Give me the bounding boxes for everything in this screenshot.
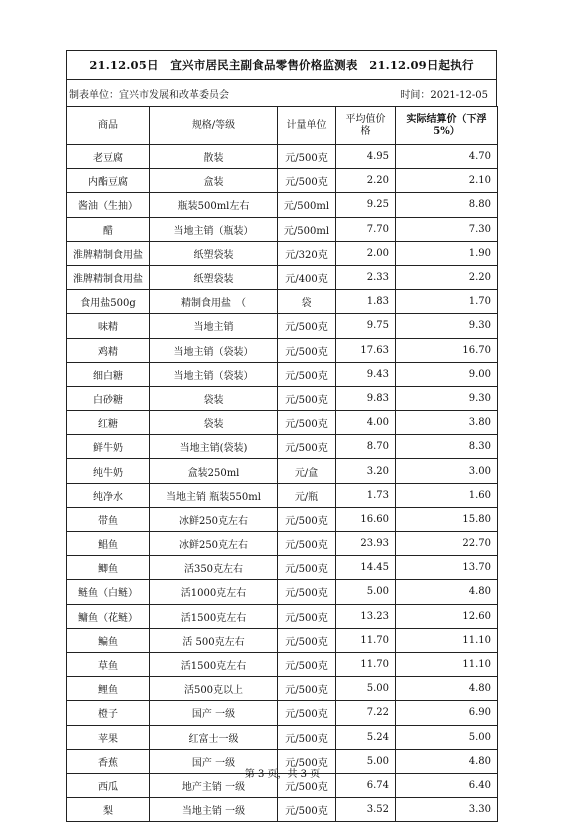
cell-spec: 盒装 [150, 169, 278, 193]
cell-avg: 11.70 [336, 628, 396, 652]
table-row [67, 532, 498, 556]
table-row [67, 459, 498, 483]
cell-avg: 4.95 [336, 145, 396, 169]
cell-name: 橙子 [67, 701, 150, 725]
cell-actual: 22.70 [396, 532, 498, 556]
unit-label: 制表单位：宜兴市发展和改革委员会 [69, 89, 229, 101]
table-row [67, 652, 498, 676]
cell-unit: 元/500克 [278, 169, 336, 193]
table-row [67, 338, 498, 362]
table-row [67, 507, 498, 531]
cell-name: 鳊鱼 [67, 628, 150, 652]
table-row [67, 217, 498, 241]
cell-unit: 元/500克 [278, 701, 336, 725]
cell-actual: 16.70 [396, 338, 498, 362]
cell-spec: 当地主销 瓶装550ml [150, 483, 278, 507]
table-row [67, 145, 498, 169]
cell-name: 鲫鱼 [67, 556, 150, 580]
cell-spec: 纸塑袋装 [150, 241, 278, 265]
table-row [67, 386, 498, 410]
table-row [67, 241, 498, 265]
cell-spec: 纸塑袋装 [150, 265, 278, 289]
cell-avg: 2.33 [336, 265, 396, 289]
col-header-unit: 计量单位 [278, 107, 336, 145]
cell-actual: 6.90 [396, 701, 498, 725]
table-row [67, 411, 498, 435]
cell-name: 鲜牛奶 [67, 435, 150, 459]
cell-name: 纯净水 [67, 483, 150, 507]
cell-spec: 活1000克左右 [150, 580, 278, 604]
cell-unit: 元/瓶 [278, 483, 336, 507]
page-footer: 第 3 页，共 3 页 [244, 769, 321, 780]
cell-spec: 国产 一级 [150, 701, 278, 725]
cell-unit: 元/500克 [278, 435, 336, 459]
cell-spec: 当地主销(袋装) [150, 435, 278, 459]
cell-actual: 9.00 [396, 362, 498, 386]
cell-name: 醋 [67, 217, 150, 241]
cell-unit: 元/400克 [278, 265, 336, 289]
cell-spec: 当地主销（袋装） [150, 362, 278, 386]
cell-spec: 红富士一级 [150, 725, 278, 749]
cell-avg: 7.22 [336, 701, 396, 725]
cell-unit: 元/500克 [278, 532, 336, 556]
cell-name: 带鱼 [67, 507, 150, 531]
cell-avg: 6.74 [336, 773, 396, 797]
meta-row [66, 79, 497, 106]
cell-name: 白砂糖 [67, 386, 150, 410]
cell-actual: 3.30 [396, 798, 498, 822]
cell-spec: 活350克左右 [150, 556, 278, 580]
cell-avg: 9.25 [336, 193, 396, 217]
cell-actual: 6.40 [396, 773, 498, 797]
cell-spec: 冰鲜250克左右 [150, 507, 278, 531]
table-row [67, 314, 498, 338]
cell-unit: 元/500克 [278, 386, 336, 410]
cell-spec: 活500克以上 [150, 677, 278, 701]
cell-spec: 袋装 [150, 411, 278, 435]
cell-unit: 元/500克 [278, 652, 336, 676]
col-header-avg: 平均值价格 [336, 107, 396, 145]
table-row [67, 265, 498, 289]
cell-spec: 当地主销 一级 [150, 798, 278, 822]
cell-actual: 3.00 [396, 459, 498, 483]
table-row [67, 798, 498, 822]
cell-name: 草鱼 [67, 652, 150, 676]
cell-actual: 8.30 [396, 435, 498, 459]
cell-spec: 活1500克左右 [150, 652, 278, 676]
col-header-name: 商品 [67, 107, 150, 145]
cell-actual: 4.80 [396, 677, 498, 701]
cell-unit: 元/500克 [278, 628, 336, 652]
cell-spec: 袋装 [150, 386, 278, 410]
cell-spec: 散装 [150, 145, 278, 169]
col-header-actual: 实际结算价（下浮5%） [396, 107, 498, 145]
cell-spec: 国产 一级 [150, 749, 278, 773]
cell-avg: 11.70 [336, 652, 396, 676]
cell-avg: 1.73 [336, 483, 396, 507]
cell-unit: 元/500克 [278, 773, 336, 797]
header-row [67, 107, 498, 145]
cell-avg: 17.63 [336, 338, 396, 362]
cell-spec: 精制食用盐 （ [150, 290, 278, 314]
cell-unit: 元/500克 [278, 749, 336, 773]
cell-unit: 元/320克 [278, 241, 336, 265]
cell-unit: 元/500克 [278, 338, 336, 362]
cell-spec: 盒装250ml [150, 459, 278, 483]
cell-avg: 2.20 [336, 169, 396, 193]
cell-spec: 瓶装500ml左右 [150, 193, 278, 217]
cell-unit: 元/500克 [278, 725, 336, 749]
cell-name: 鸡精 [67, 338, 150, 362]
cell-actual: 4.80 [396, 749, 498, 773]
cell-name: 细白糖 [67, 362, 150, 386]
cell-actual: 3.80 [396, 411, 498, 435]
cell-spec: 活 500克左右 [150, 628, 278, 652]
cell-unit: 元/500克 [278, 556, 336, 580]
cell-unit: 元/盒 [278, 459, 336, 483]
cell-avg: 16.60 [336, 507, 396, 531]
cell-actual: 1.60 [396, 483, 498, 507]
cell-avg: 13.23 [336, 604, 396, 628]
cell-unit: 元/500克 [278, 145, 336, 169]
cell-actual: 2.10 [396, 169, 498, 193]
cell-name: 食用盐500g [67, 290, 150, 314]
cell-avg: 3.20 [336, 459, 396, 483]
cell-spec: 地产主销 一级 [150, 773, 278, 797]
table-row [67, 580, 498, 604]
table-row [67, 290, 498, 314]
time-label: 时间：2021-12-05 [400, 89, 488, 101]
cell-avg: 5.24 [336, 725, 396, 749]
cell-spec: 当地主销 [150, 314, 278, 338]
sheet-title: 21.12.05日 宜兴市居民主副食品零售价格监测表 21.12.09日起执行 [66, 50, 497, 79]
cell-actual: 1.70 [396, 290, 498, 314]
cell-actual: 4.80 [396, 580, 498, 604]
cell-name: 西瓜 [67, 773, 150, 797]
cell-unit: 元/500克 [278, 677, 336, 701]
cell-actual: 1.90 [396, 241, 498, 265]
cell-name: 香蕉 [67, 749, 150, 773]
cell-name: 淮牌精制食用盐 [67, 241, 150, 265]
cell-actual: 15.80 [396, 507, 498, 531]
cell-name: 淮牌精制食用盐 [67, 265, 150, 289]
cell-actual: 9.30 [396, 314, 498, 338]
table-row [67, 435, 498, 459]
cell-actual: 9.30 [396, 386, 498, 410]
cell-avg: 9.43 [336, 362, 396, 386]
price-sheet [66, 50, 497, 822]
cell-actual: 8.80 [396, 193, 498, 217]
cell-unit: 元/500克 [278, 314, 336, 338]
cell-name: 红糖 [67, 411, 150, 435]
cell-unit: 元/500ml [278, 193, 336, 217]
cell-name: 鲤鱼 [67, 677, 150, 701]
table-row [67, 725, 498, 749]
cell-spec: 当地主销（袋装） [150, 338, 278, 362]
table-row [67, 604, 498, 628]
cell-name: 鲢鱼（白鲢） [67, 580, 150, 604]
cell-actual: 13.70 [396, 556, 498, 580]
cell-unit: 元/500ml [278, 217, 336, 241]
price-table [66, 106, 498, 822]
cell-avg: 1.83 [336, 290, 396, 314]
table-row [67, 628, 498, 652]
cell-actual: 11.10 [396, 652, 498, 676]
cell-name: 苹果 [67, 725, 150, 749]
cell-name: 内酯豆腐 [67, 169, 150, 193]
cell-unit: 元/500克 [278, 798, 336, 822]
cell-avg: 2.00 [336, 241, 396, 265]
cell-avg: 5.00 [336, 580, 396, 604]
cell-spec: 活1500克左右 [150, 604, 278, 628]
cell-unit: 袋 [278, 290, 336, 314]
cell-name: 味精 [67, 314, 150, 338]
table-row [67, 193, 498, 217]
cell-actual: 11.10 [396, 628, 498, 652]
table-row [67, 362, 498, 386]
cell-name: 老豆腐 [67, 145, 150, 169]
cell-name: 酱油（生抽） [67, 193, 150, 217]
table-row [67, 677, 498, 701]
cell-name: 鲳鱼 [67, 532, 150, 556]
cell-unit: 元/500克 [278, 604, 336, 628]
cell-avg: 5.00 [336, 749, 396, 773]
table-row [67, 483, 498, 507]
cell-name: 纯牛奶 [67, 459, 150, 483]
cell-avg: 23.93 [336, 532, 396, 556]
cell-avg: 3.52 [336, 798, 396, 822]
cell-avg: 5.00 [336, 677, 396, 701]
cell-actual: 2.20 [396, 265, 498, 289]
cell-avg: 14.45 [336, 556, 396, 580]
col-header-spec: 规格/等级 [150, 107, 278, 145]
cell-actual: 12.60 [396, 604, 498, 628]
cell-spec: 当地主销（瓶装） [150, 217, 278, 241]
table-row [67, 169, 498, 193]
cell-unit: 元/500克 [278, 580, 336, 604]
cell-actual: 5.00 [396, 725, 498, 749]
cell-name: 鳙鱼（花鲢） [67, 604, 150, 628]
table-row [67, 701, 498, 725]
cell-name: 梨 [67, 798, 150, 822]
cell-avg: 7.70 [336, 217, 396, 241]
cell-unit: 元/500克 [278, 362, 336, 386]
cell-avg: 9.83 [336, 386, 396, 410]
cell-avg: 8.70 [336, 435, 396, 459]
table-row [67, 556, 498, 580]
cell-avg: 9.75 [336, 314, 396, 338]
cell-avg: 4.00 [336, 411, 396, 435]
cell-spec: 冰鲜250克左右 [150, 532, 278, 556]
cell-actual: 4.70 [396, 145, 498, 169]
cell-unit: 元/500克 [278, 507, 336, 531]
cell-unit: 元/500克 [278, 411, 336, 435]
cell-actual: 7.30 [396, 217, 498, 241]
